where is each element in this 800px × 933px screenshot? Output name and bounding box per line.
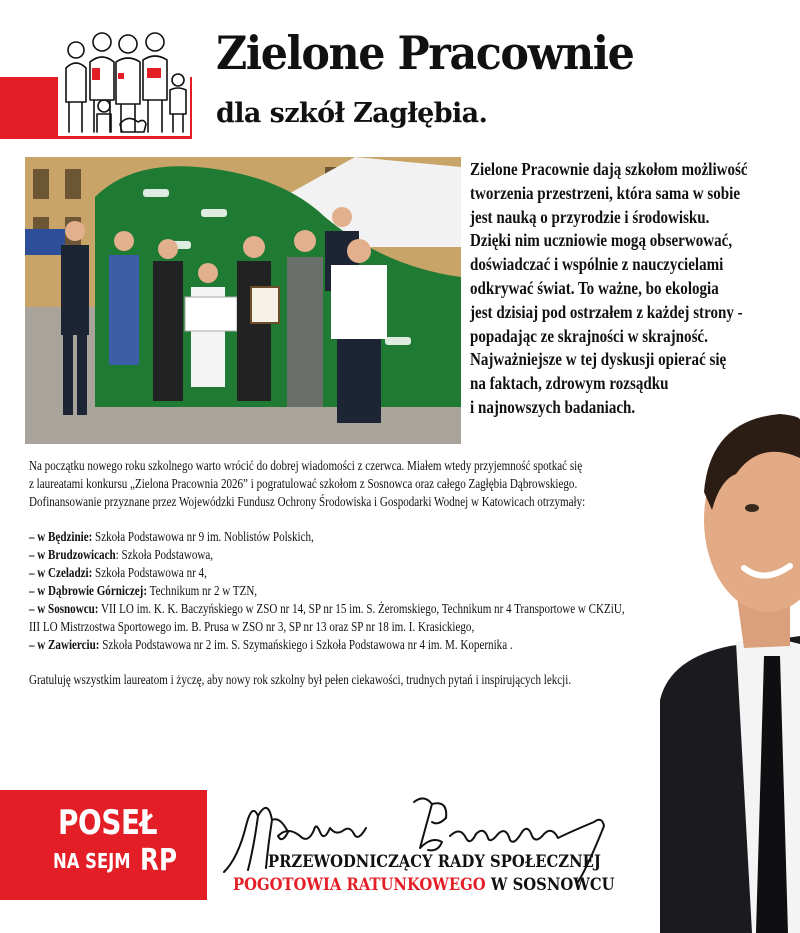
badge-title: POSEŁ	[58, 803, 158, 843]
list-item: – w Brudzowicach: Szkoła Podstawowa,	[29, 548, 214, 563]
list-item: – w Zawierciu: Szkoła Podstawowa nr 2 im. S. Szymańskiego i Szkoła Podstawowa nr 4 im. M. Kopernika .	[29, 638, 513, 653]
body-line: Na początku nowego roku szkolnego warto wrócić do dobrej wiadomości z czerwca. Miałem wtedy przyjemność spotkać się	[29, 459, 583, 474]
role-organisation: POGOTOWIA RATUNKOWEGO	[233, 875, 486, 895]
list-item: – w Sosnowcu: VII LO im. K. K. Baczyńskiego w ZSO nr 14, SP nr 15 im. S. Żeromskiego, Technikum nr 4 Transportowe w CKZiU,	[29, 602, 625, 617]
portrait-photo	[640, 400, 800, 933]
intro-line: tworzenia przestrzeni, która sama w sobie	[470, 182, 741, 203]
intro-line: Najważniejsze w tej dyskusji opierać się	[470, 349, 727, 370]
list-item: III LO Mistrzostwa Sportowego im. B. Prusa w ZSO nr 3, SP nr 13 oraz SP nr 18 im. I. Krasickiego,	[29, 620, 475, 635]
intro-line: jest dzisiaj pod ostrzałem z każdej strony -	[470, 301, 743, 322]
intro-line: popadając ze skrajności w skrajność.	[470, 325, 708, 346]
intro-line: doświadczać i wspólnie z nauczycielami	[470, 254, 724, 275]
page-subtitle: dla szkół Zagłębia.	[216, 98, 488, 129]
role-subtitle	[233, 875, 615, 895]
list-item: – w Będzinie: Szkoła Podstawowa nr 9 im. Noblistów Polskich,	[29, 530, 314, 545]
body-line: Dofinansowanie przyznane przez Wojewódzki Fundusz Ochrony Środowiska i Gospodarki Wodnej w Katowicach otrzymały:	[29, 495, 586, 510]
closing-line: Gratuluję wszystkim laureatom i życzę, aby nowy rok szkolny był pełen ciekawości, trudnych pytań i inspirujących lekcji.	[29, 673, 572, 688]
intro-line: na faktach, zdrowym rozsądku	[470, 373, 669, 394]
list-item: – w Czeladzi: Szkoła Podstawowa nr 4,	[29, 566, 207, 581]
body-line: z laureatami konkursu „Zielona Pracownia 2026” i pogratulować szkołom z Sosnowca oraz całego Zagłębia Dąbrowskiego.	[29, 477, 578, 492]
list-item: – w Dąbrowie Górniczej: Technikum nr 2 w TZN,	[29, 584, 258, 599]
family-illustration-icon	[58, 28, 190, 136]
role-title: PRZEWODNICZĄCY RADY SPOŁECZNEJ	[268, 852, 601, 872]
intro-line: jest nauką o przyrodzie i środowisku.	[470, 206, 710, 227]
intro-paragraph	[470, 158, 767, 420]
intro-line: odkrywać świat. To ważne, bo ekologia	[470, 277, 719, 298]
page-title: Zielone Pracownie	[216, 26, 634, 80]
badge-subtitle: NA SEJM	[53, 849, 131, 873]
badge-rp: RP	[140, 843, 177, 878]
intro-line: Zielone Pracownie dają szkołom możliwość	[470, 159, 748, 179]
group-photo	[25, 157, 461, 444]
role-city: W SOSNOWCU	[485, 875, 615, 895]
intro-line: i najnowszych badaniach.	[470, 396, 636, 417]
intro-line: Dzięki nim uczniowie mogą obserwować,	[470, 230, 733, 251]
